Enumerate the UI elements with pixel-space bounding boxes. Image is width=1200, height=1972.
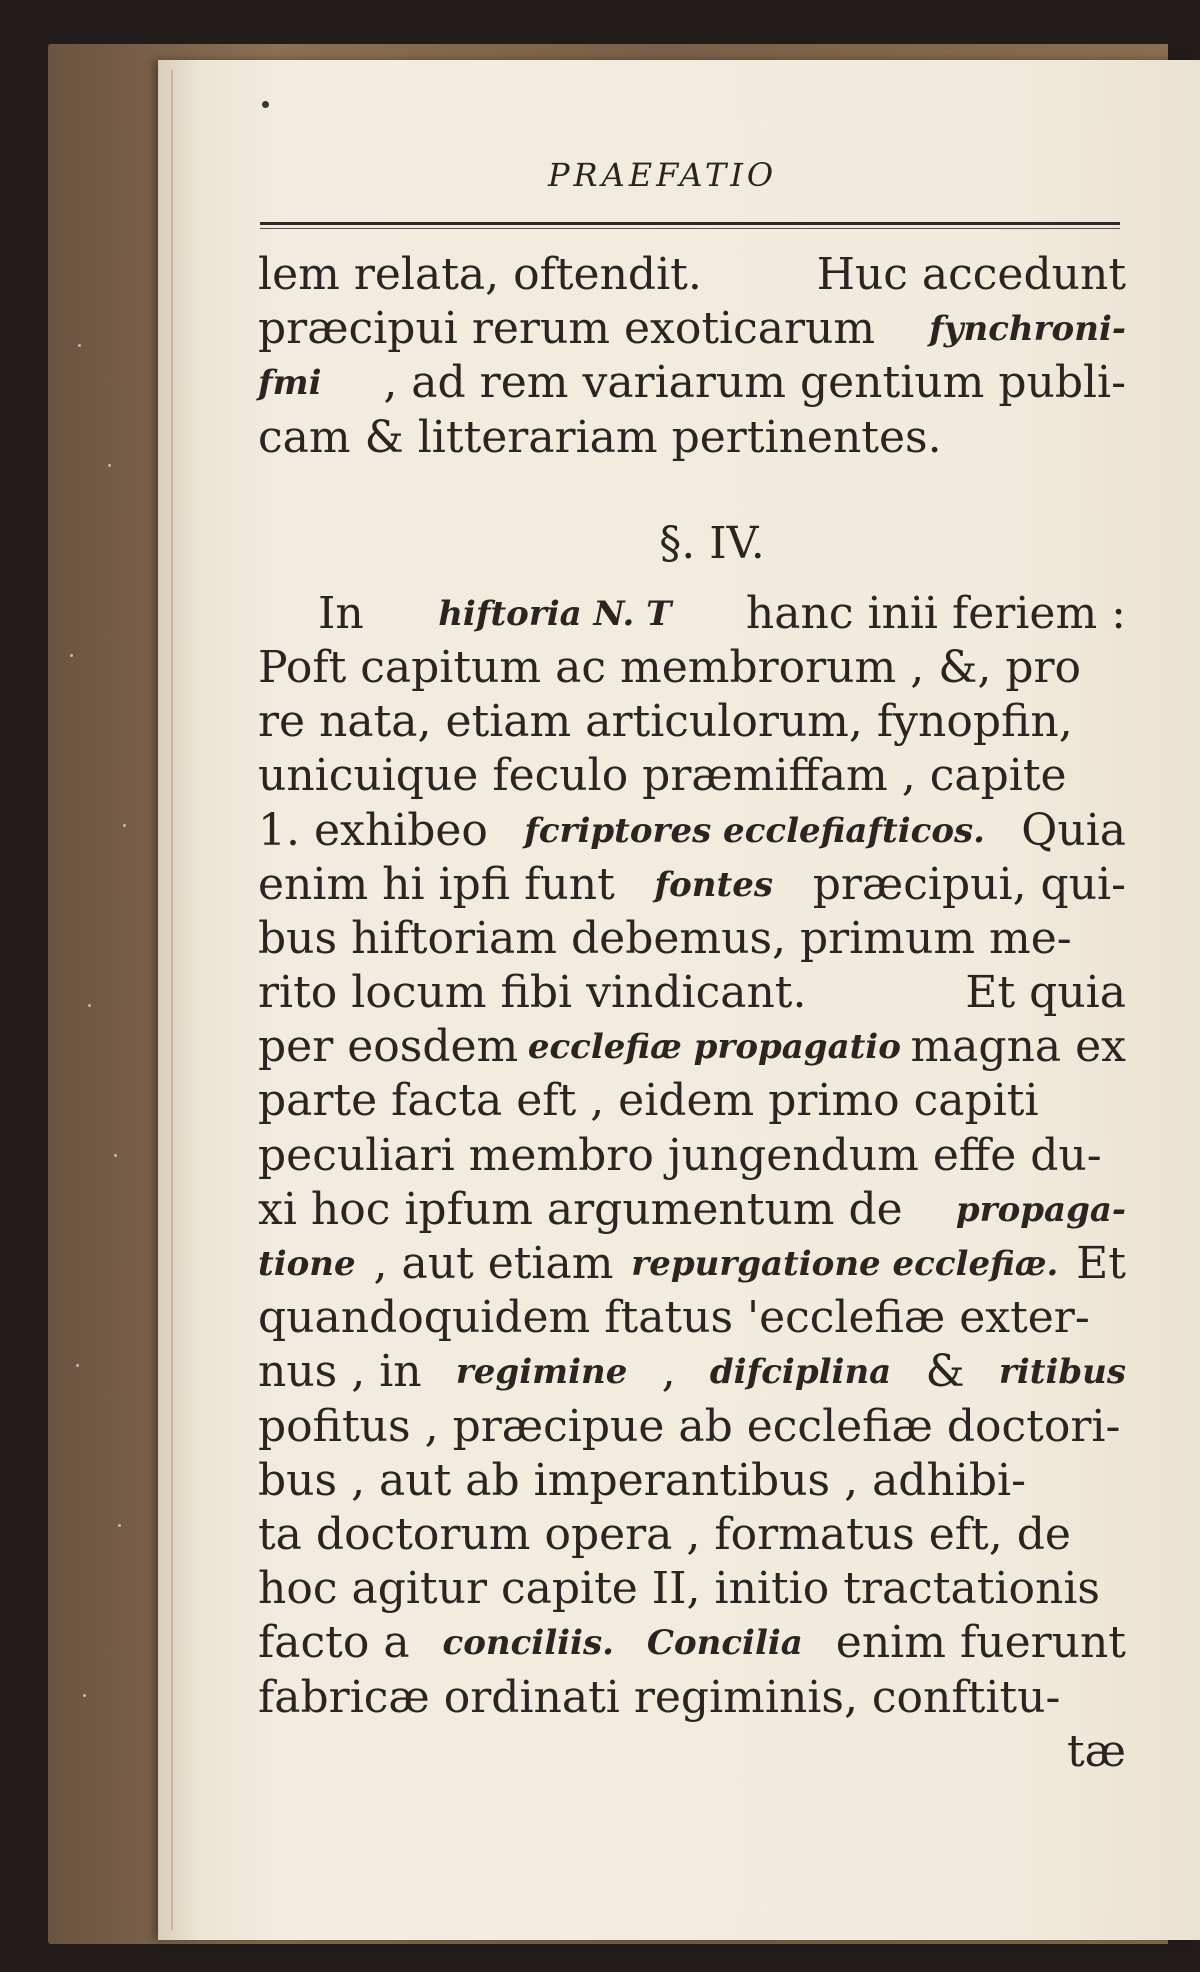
text-line: cam & litterariam pertinentes.	[258, 411, 942, 463]
text-line: enim hi ipfi funt fontes præcipui, qui-	[258, 858, 1126, 910]
text-line: Poft capitum ac membrorum , &, pro	[258, 641, 1082, 693]
text-line: re nata, etiam articulorum, fynopfin,	[258, 696, 1073, 748]
text-line: bus hiftoriam debemus, primum me-	[258, 912, 1072, 964]
text-line: quandoquidem ftatus 'ecclefiæ exter-	[258, 1292, 1090, 1344]
text-line: fmi , ad rem variarum gentium publi-	[258, 357, 1126, 409]
text-line: parte facta eft , eidem primo capiti	[258, 1075, 1039, 1127]
page-text	[258, 248, 1126, 1779]
text-line: lem relata, oftendit. Huc accedunt	[258, 249, 1126, 300]
text-line: bus , aut ab imperantibus , adhibi-	[258, 1454, 1026, 1506]
text-line: ta doctorum opera , formatus eft, de	[258, 1508, 1071, 1560]
section-heading: §. IV.	[659, 517, 765, 569]
text-line: nus , in regimine , difciplina & ritibus	[258, 1346, 1126, 1398]
text-line: unicuique feculo præmiffam , capite	[258, 750, 1067, 802]
text-line: 1. exhibeo fcriptores ecclefiafticos. Quia	[258, 804, 1126, 856]
text-line: tione , aut etiam repurgatione ecclefiæ. Et	[258, 1238, 1126, 1289]
page-edge-line	[171, 70, 173, 1930]
text-line: xi hoc ipfum argumentum de propaga-	[258, 1183, 1126, 1235]
text-line: hoc agitur capite II, initio tractationis	[258, 1563, 1100, 1615]
header-rule-thin	[260, 228, 1120, 229]
text-line: rito locum fibi vindicant. Et quia	[258, 967, 1126, 1019]
text-line: facto a conciliis. Concilia enim fuerunt	[258, 1617, 1126, 1669]
ink-dot	[262, 101, 269, 108]
header-rule	[260, 222, 1120, 225]
text-line: præcipui rerum exoticarum fynchroni-	[258, 303, 1126, 355]
text-line: pofitus , præcipue ab ecclefiæ doctori-	[258, 1400, 1121, 1452]
catchword: tæ	[1066, 1725, 1126, 1777]
text-line: peculiari membro jungendum effe du-	[258, 1129, 1102, 1181]
running-header: PRAEFATIO	[548, 156, 778, 194]
text-line: In hiftoria N. T hanc inii feriem :	[318, 587, 1126, 639]
text-line: per eosdem ecclefiæ propagatio magna ex	[258, 1021, 1126, 1073]
text-line: fabricæ ordinati regiminis, conftitu-	[258, 1671, 1061, 1723]
